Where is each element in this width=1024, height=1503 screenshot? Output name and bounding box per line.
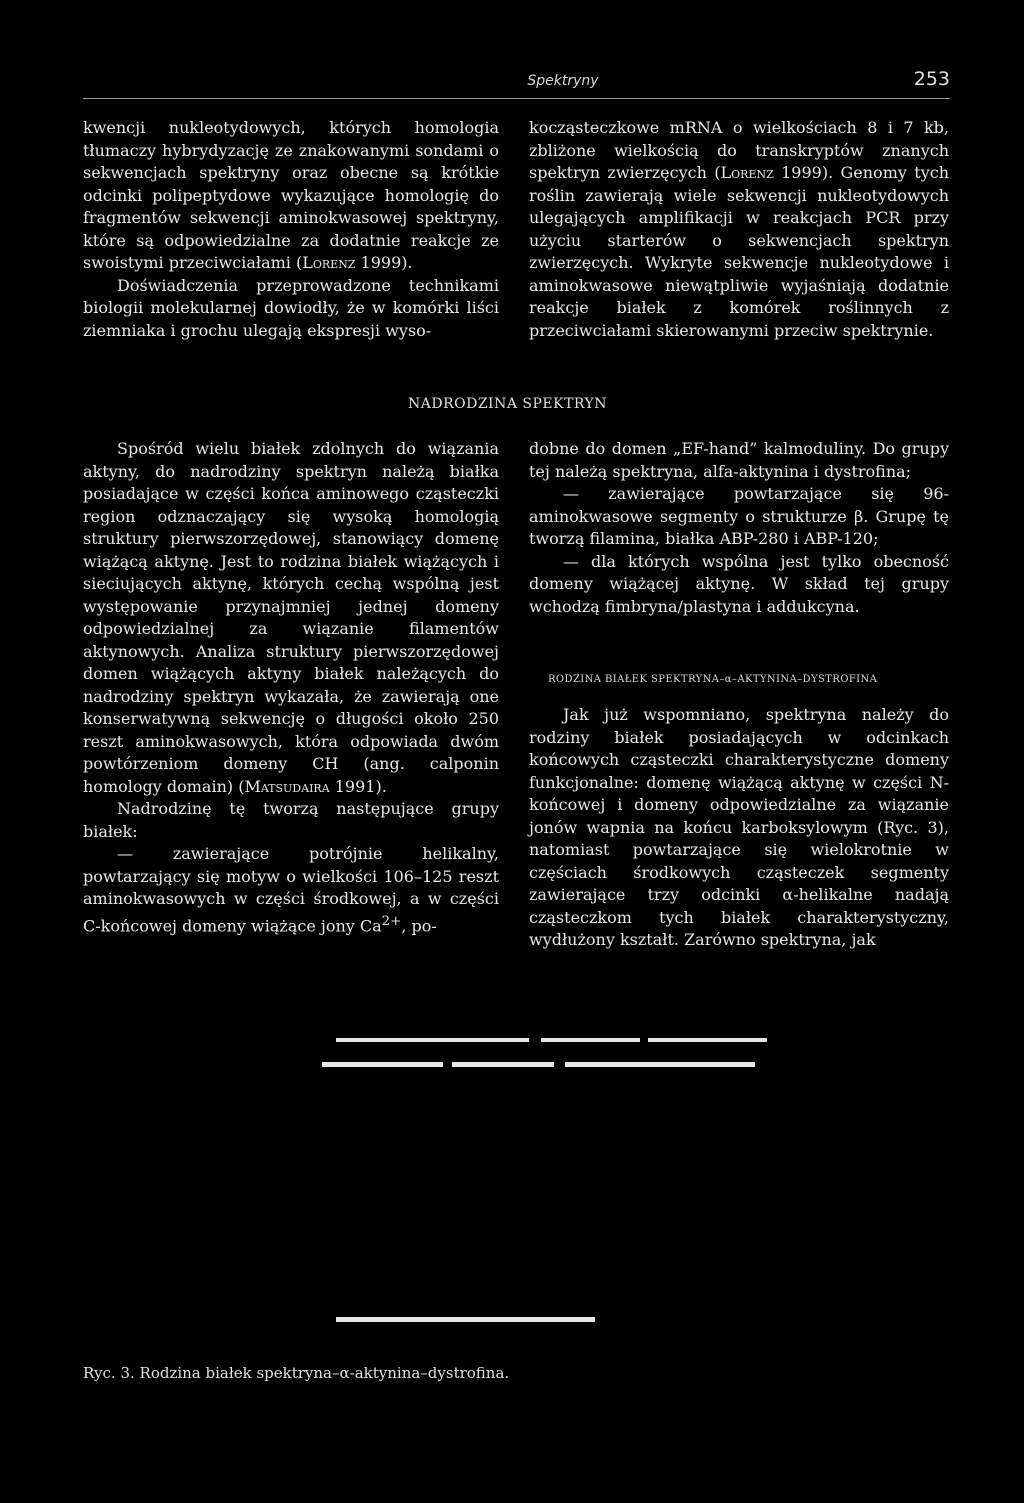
paragraph: Jak już wspomniano, spektryna należy do rodziny białek posiadających w odcinkach końcowych cząsteczki charakterystyczne domeny funkcjonalne: domenę wiążącą aktynę w części N-końcowej i domeny odpowiedzialne za wiązanie jonów wapnia na końcu karboksylowym (Ryc. 3), natomiast powtarzające się wielokrotnie w częściach środkowych cząsteczek segmenty zawierające trzy odcinki α-helikalne nadają cząsteczkom tych białek charakterystyczny, wydłużony kształt. Zarówno spektryna, jak	[529, 705, 949, 949]
top-left-column	[83, 117, 499, 342]
page-number: 253	[913, 68, 950, 90]
top-right-column	[529, 117, 949, 342]
list-item: — dla których wspólna jest tylko obecność domeny wiążącej aktynę. W skład tej grupy wchodzą fimbryna/plastyna i addukcyna.	[529, 551, 949, 616]
paragraph: Doświadczenia przeprowadzone technikami biologii molekularnej dowiodły, że w komórki liści ziemniaka i grochu ulegają ekspresji wyso-	[83, 275, 499, 340]
paragraph: Nadrodzinę tę tworzą następujące grupy białek:	[83, 799, 499, 841]
paragraph: Spośród wielu białek zdolnych do wiązania aktyny, do nadrodziny spektryn należą białka posiadające w części końca aminowego cząsteczki region odznaczający się wysoką homologią struktury pierwszorzędowej, stanowiący domenę wiążącą aktynę. Jest to rodzina białek wiążących i sieciujących aktynę, których cechą wspólną jest występowanie przynajmniej jednej domeny odpowiedzialnej za wiązanie filamentów aktynowych. Analiza struktury pierwszorzędowej domen wiążących aktyny białek należących do nadrodziny spektryn wykazała, że zawierają one konserwatywną sekwencję o długości około 250 reszt aminokwasowych, która odpowiada dwóm powtórzeniom domeny CH (ang. calponin homology domain) (Matsudaira 1991).	[83, 439, 499, 796]
page-header	[83, 68, 950, 99]
main-left-column	[83, 438, 499, 937]
figure-bar	[452, 1062, 554, 1067]
figure-bar	[336, 1317, 595, 1322]
figure-bar	[565, 1062, 755, 1067]
citation-author: Lorenz	[302, 253, 356, 272]
figure-bar	[648, 1038, 767, 1042]
figure-bar	[322, 1062, 443, 1067]
main-right-column	[529, 438, 949, 618]
citation-author: Matsudaira	[244, 776, 330, 796]
paragraph: dobne do domen „EF-hand” kalmoduliny. Do grupy tej należą spektryna, alfa-aktynina i dystrofina;	[529, 439, 949, 481]
running-title: Spektryny	[527, 73, 599, 89]
right-column-continued	[529, 704, 949, 952]
figure-caption: Ryc. 3. Rodzina białek spektryna–α-aktynina–dystrofina.	[83, 1364, 510, 1382]
paragraph: kocząsteczkowe mRNA o wielkościach 8 i 7 kb, zbliżone wielkością do transkryptów znanych spektryn zwierzęcych (Lorenz 1999). Genomy tych roślin zawierają wiele sekwencji nukleotydowych ulegających amplifikacji w reakcjach PCR przy użyciu starterów o sekwencjach spektryn zwierzęcych. Wykryte sekwencje nukleotydowe i aminokwasowe niewątpliwie wyjaśniają dodatnie reakcje białek z komórek roślinnych z przeciwciałami skierowanymi przeciw spektrynie.	[529, 118, 949, 340]
figure-bar	[336, 1038, 529, 1042]
list-item: — zawierające potrójnie helikalny, powtarzający się motyw o wielkości 106–125 reszt aminokwasowych w części środkowej, a w części C-końcowej domeny wiążące jony $Ca^{2+}$, po-	[83, 844, 499, 935]
section-heading: NADRODZINA SPEKTRYN	[408, 396, 608, 412]
list-item: — zawierające powtarzające się 96-aminokwasowe segmenty o strukturze β. Grupę tę tworzą filamina, białka ABP-280 i ABP-120;	[529, 484, 949, 548]
figure-bar	[541, 1038, 640, 1042]
subsection-heading: RODZINA BIAŁEK SPEKTRYNA–α–AKTYNINA–DYSTROFINA	[548, 674, 878, 685]
paragraph: kwencji nukleotydowych, których homologia tłumaczy hybrydyzację ze znakowanymi sondami o sekwencjach spektryny oraz obecne są krótkie odcinki polipeptydowe wykazujące homologię do fragmentów sekwencji aminokwasowej spektryny, które są odpowiedzialne za dodatnie reakcje ze swoistymi przeciwciałami (Lorenz 1999).	[83, 118, 499, 272]
citation-author: Lorenz	[720, 163, 774, 182]
